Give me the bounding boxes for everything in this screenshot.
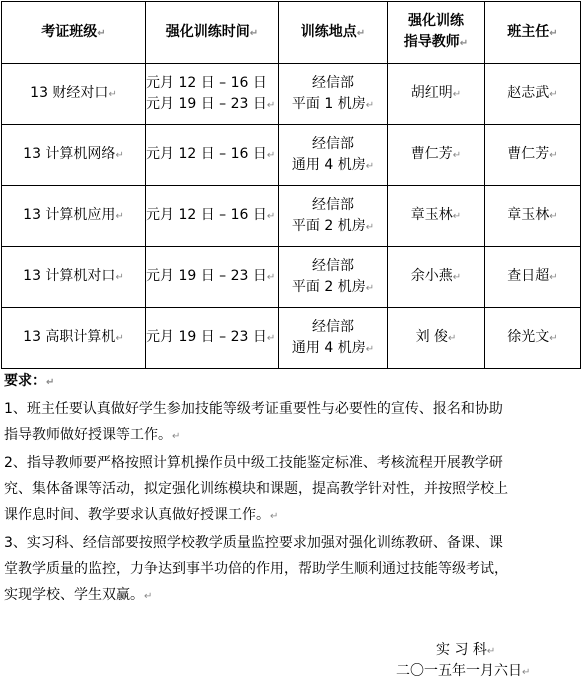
cell-head-teacher: 查日超↵ — [485, 247, 581, 308]
requirement-item-3: 3、实习科、经信部要按照学校教学质量监控要求加强对强化训练教研、备课、课 堂教学质量的监控，力争达到事半功倍的作用，帮助学生顺利通过技能等级考试， 实现学校、学生双赢。↵ — [4, 535, 508, 603]
cell-time: 元月 12 日 – 16 日 元月 19 日 – 23 日↵ — [146, 64, 279, 125]
cell-head-teacher: 赵志武↵ — [485, 64, 581, 125]
requirement-item-2: 2、指导教师要严格按照计算机操作员中级工技能鉴定标准、考核流程开展教学研 究、集体备课等活动，拟定强化训练模块和课题，提高教学针对性，并按照学校上 课作息时间、教学要求认真做好授课工作。↵ — [4, 455, 508, 523]
cell-place: 经信部 通用 4 机房↵ — [279, 308, 388, 369]
cell-time: 元月 19 日 – 23 日↵ — [146, 247, 279, 308]
cell-class: 13 计算机应用↵ — [2, 186, 146, 247]
cell-time: 元月 19 日 – 23 日↵ — [146, 308, 279, 369]
header-time: 强化训练时间↵ — [146, 2, 279, 64]
requirement-item-1: 1、班主任要认真做好学生参加技能等级考证重要性与必要性的宣传、报名和协助 指导教师做好授课等工作。↵ — [4, 401, 503, 443]
cell-teacher: 曹仁芳↵ — [388, 125, 485, 186]
header-teacher: 强化训练 指导教师↵ — [388, 2, 485, 64]
header-class: 考证班级↵ — [2, 2, 146, 64]
table-row — [2, 125, 581, 186]
table-header-row — [2, 2, 581, 64]
cell-class: 13 计算机对口↵ — [2, 247, 146, 308]
header-head-teacher: 班主任↵ — [485, 2, 581, 64]
cell-head-teacher: 曹仁芳↵ — [485, 125, 581, 186]
requirements-section — [4, 368, 578, 610]
cell-place: 经信部 平面 2 机房↵ — [279, 186, 388, 247]
table-row — [2, 247, 581, 308]
requirements-title: 要求：↵ — [4, 373, 55, 389]
cell-head-teacher: 章玉林↵ — [485, 186, 581, 247]
cell-teacher: 刘 俊↵ — [388, 308, 485, 369]
signature-date: 二〇一五年一月六日↵ — [396, 663, 531, 679]
cell-head-teacher: 徐光文↵ — [485, 308, 581, 369]
cell-place: 经信部 通用 4 机房↵ — [279, 125, 388, 186]
table-row — [2, 64, 581, 125]
cell-class: 13 财经对口↵ — [2, 64, 146, 125]
cell-teacher: 余小燕↵ — [388, 247, 485, 308]
header-place: 训练地点↵ — [279, 2, 388, 64]
cell-place: 经信部 平面 1 机房↵ — [279, 64, 388, 125]
cell-place: 经信部 平面 2 机房↵ — [279, 247, 388, 308]
cell-class: 13 计算机网络↵ — [2, 125, 146, 186]
cell-class: 13 高职计算机↵ — [2, 308, 146, 369]
signature-dept: 实 习 科↵ — [436, 642, 496, 658]
training-schedule-table — [1, 1, 581, 369]
cell-time: 元月 12 日 – 16 日↵ — [146, 125, 279, 186]
cell-teacher: 章玉林↵ — [388, 186, 485, 247]
table-row — [2, 186, 581, 247]
cell-teacher: 胡红明↵ — [388, 64, 485, 125]
table-row — [2, 308, 581, 369]
cell-time: 元月 12 日 – 16 日↵ — [146, 186, 279, 247]
